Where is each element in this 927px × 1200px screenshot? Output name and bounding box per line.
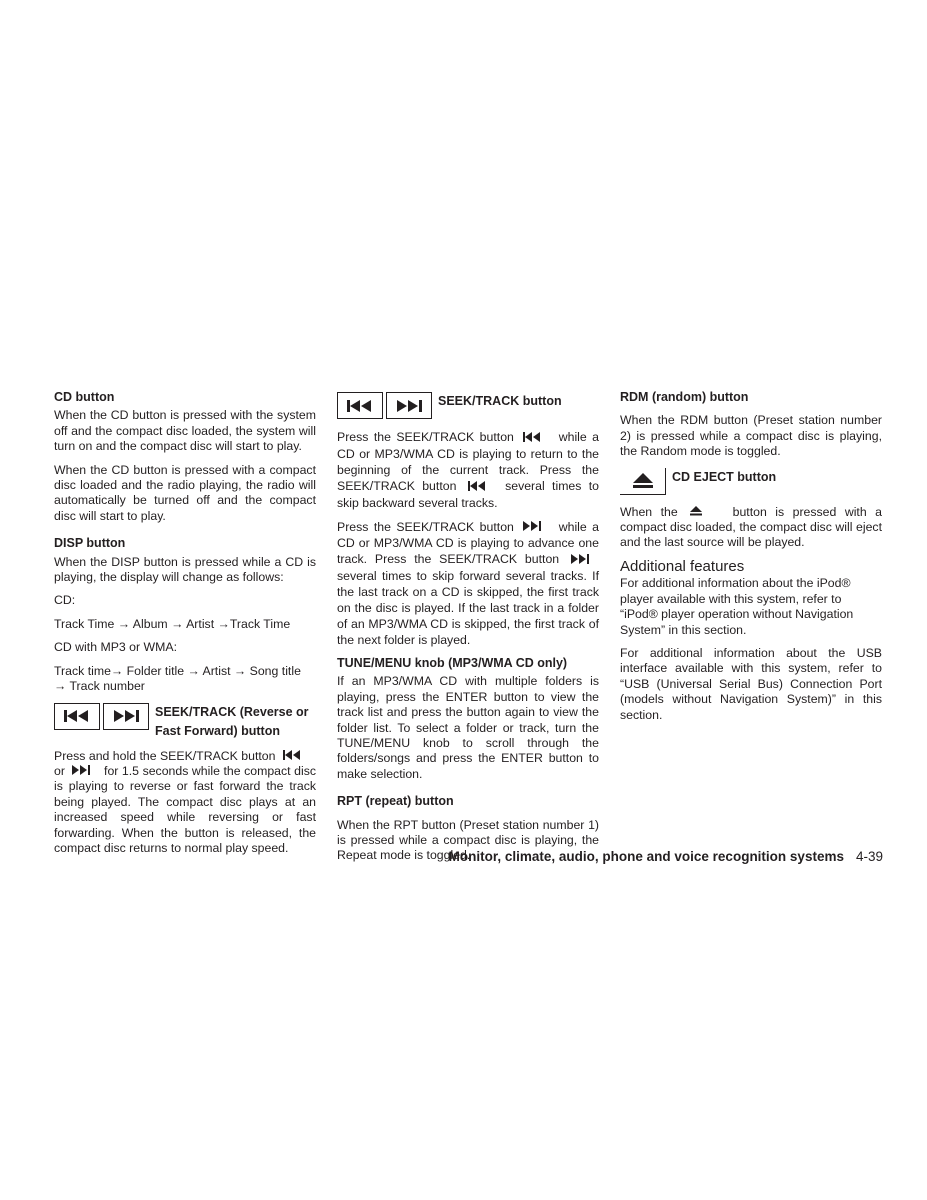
page-number: 4-39 xyxy=(855,849,883,864)
additional-ipod-paragraph: For additional information about the iPod® player available with this system, refer to “iPod® player operation without Navigation System” in this section. xyxy=(620,576,854,637)
seek-text-b: for 1.5 seconds while the compact disc is playing to reverse or fast forward the track being played. The compact disc plays at an increased speed while reversing or fast forwarding. When the button is released, the compact disc returns to normal play speed. xyxy=(54,763,316,856)
cd-eject-figure xyxy=(620,468,882,495)
seek-track-text-1c: several times to skip backward several tracks. xyxy=(337,478,599,510)
seek-track-text-1a: Press the SEEK/TRACK button xyxy=(337,430,514,444)
seek-track-paragraph-1 xyxy=(337,429,599,511)
disp-button-paragraph: When the DISP button is pressed while a CD is playing, the display will change as follows: xyxy=(54,554,316,585)
cd-button-paragraph-2: When the CD button is pressed with a compact disc loaded and the radio playing, the radio will automatically be turned off and the compact disc will start to play. xyxy=(54,462,316,523)
seek-text-a: Press and hold the SEEK/TRACK button xyxy=(54,748,276,763)
cd-eject-heading: CD EJECT button xyxy=(672,469,777,484)
seek-heading-line-2: Fast Forward) button xyxy=(155,723,280,738)
seek-heading-line-1: SEEK/TRACK (Reverse or xyxy=(155,704,309,719)
disp-mp3-label: CD with MP3 or WMA: xyxy=(54,640,177,655)
seek-track-figure xyxy=(337,392,599,419)
seek-text-or: or xyxy=(54,763,65,778)
eject-text-b: button is pressed with a compact disc loaded, the compact disc will eject and the last source will be played. xyxy=(620,504,882,550)
seek-track-text-2a: Press the SEEK/TRACK button xyxy=(337,519,514,534)
disp-button-heading: DISP button xyxy=(54,536,126,551)
disp-mp3-sequence: Track time→ Folder title → Artist → Song title → Track number xyxy=(54,663,301,694)
seek-track-button-pair xyxy=(337,392,432,419)
seek-track-text-2c: several times to skip forward several tracks. If the last track on a CD is skipped, the first track on the disc is played. If the last track in a folder of an MP3/WMA CD is skipped, the first track of the next folder is played. xyxy=(337,569,599,647)
column-right xyxy=(620,390,882,731)
seek-reverse-forward-heading xyxy=(155,703,309,741)
seek-track-heading: SEEK/TRACK button xyxy=(438,394,562,408)
rpt-button-paragraph: When the RPT button (Preset station number 1) is pressed while a compact disc is playing, the Repeat mode is toggled. xyxy=(337,817,599,863)
disp-cd-sequence: Track Time → Album → Artist →Track Time xyxy=(54,616,291,631)
seek-back-inline-icon xyxy=(283,749,301,764)
disp-cd-label: CD: xyxy=(54,593,76,608)
rdm-button-paragraph: When the RDM button (Preset station number 2) is pressed while a compact disc is playing, the Random mode is toggled. xyxy=(620,413,882,459)
eject-inline-icon xyxy=(690,505,702,520)
eject-text-a: When the xyxy=(620,504,678,519)
track-back-inline-icon xyxy=(523,430,541,446)
track-forward-icon xyxy=(386,392,432,419)
seek-reverse-forward-paragraph xyxy=(54,749,316,857)
cd-button-paragraph-1: When the CD button is pressed with the system off and the compact disc loaded, the system will turn on and the compact disc will start to play. xyxy=(54,408,316,454)
seek-track-paragraph-2 xyxy=(337,519,599,649)
page-footer xyxy=(449,849,883,864)
additional-features-heading: Additional features xyxy=(620,557,745,575)
track-forward-inline-icon-2 xyxy=(571,552,589,568)
column-middle xyxy=(337,390,599,872)
seek-button-pair xyxy=(54,703,149,730)
cd-eject-paragraph xyxy=(620,505,882,551)
track-back-inline-icon-2 xyxy=(468,479,486,495)
cd-button-heading: CD button xyxy=(54,390,115,404)
seek-reverse-forward-figure xyxy=(54,703,316,741)
seek-forward-inline-icon xyxy=(72,764,90,779)
rdm-button-heading: RDM (random) button xyxy=(620,390,749,404)
seek-track-text-1b: while a CD or MP3/WMA CD is playing to return to the beginning of the current track. Press the SEEK/TRACK button xyxy=(337,430,599,493)
track-forward-inline-icon xyxy=(523,519,541,535)
seek-forward-icon xyxy=(103,703,149,730)
rpt-button-heading: RPT (repeat) button xyxy=(337,794,454,809)
seek-track-text-2b: while a CD or MP3/WMA CD is playing to advance one track. Press the SEEK/TRACK button xyxy=(337,519,599,567)
track-back-icon xyxy=(337,392,383,419)
eject-button-icon xyxy=(620,468,666,495)
footer-section-title: Monitor, climate, audio, phone and voice recognition systems xyxy=(448,849,844,864)
additional-usb-paragraph: For additional information about the USB interface available with this system, refer to “USB (Universal Serial Bus) Connection Port (models without Navigation System)” in this section. xyxy=(620,645,882,722)
tune-menu-paragraph: If an MP3/WMA CD with multiple folders is playing, press the ENTER button to view the track list and press the button again to view the folder list. To select a folder or track, turn the TUNE/MENU knob to scroll through the folders/songs and press the ENTER button to make selection. xyxy=(337,674,599,781)
column-left xyxy=(54,390,316,864)
seek-back-icon xyxy=(54,703,100,730)
tune-menu-heading: TUNE/MENU knob (MP3/WMA CD only) xyxy=(337,656,568,670)
